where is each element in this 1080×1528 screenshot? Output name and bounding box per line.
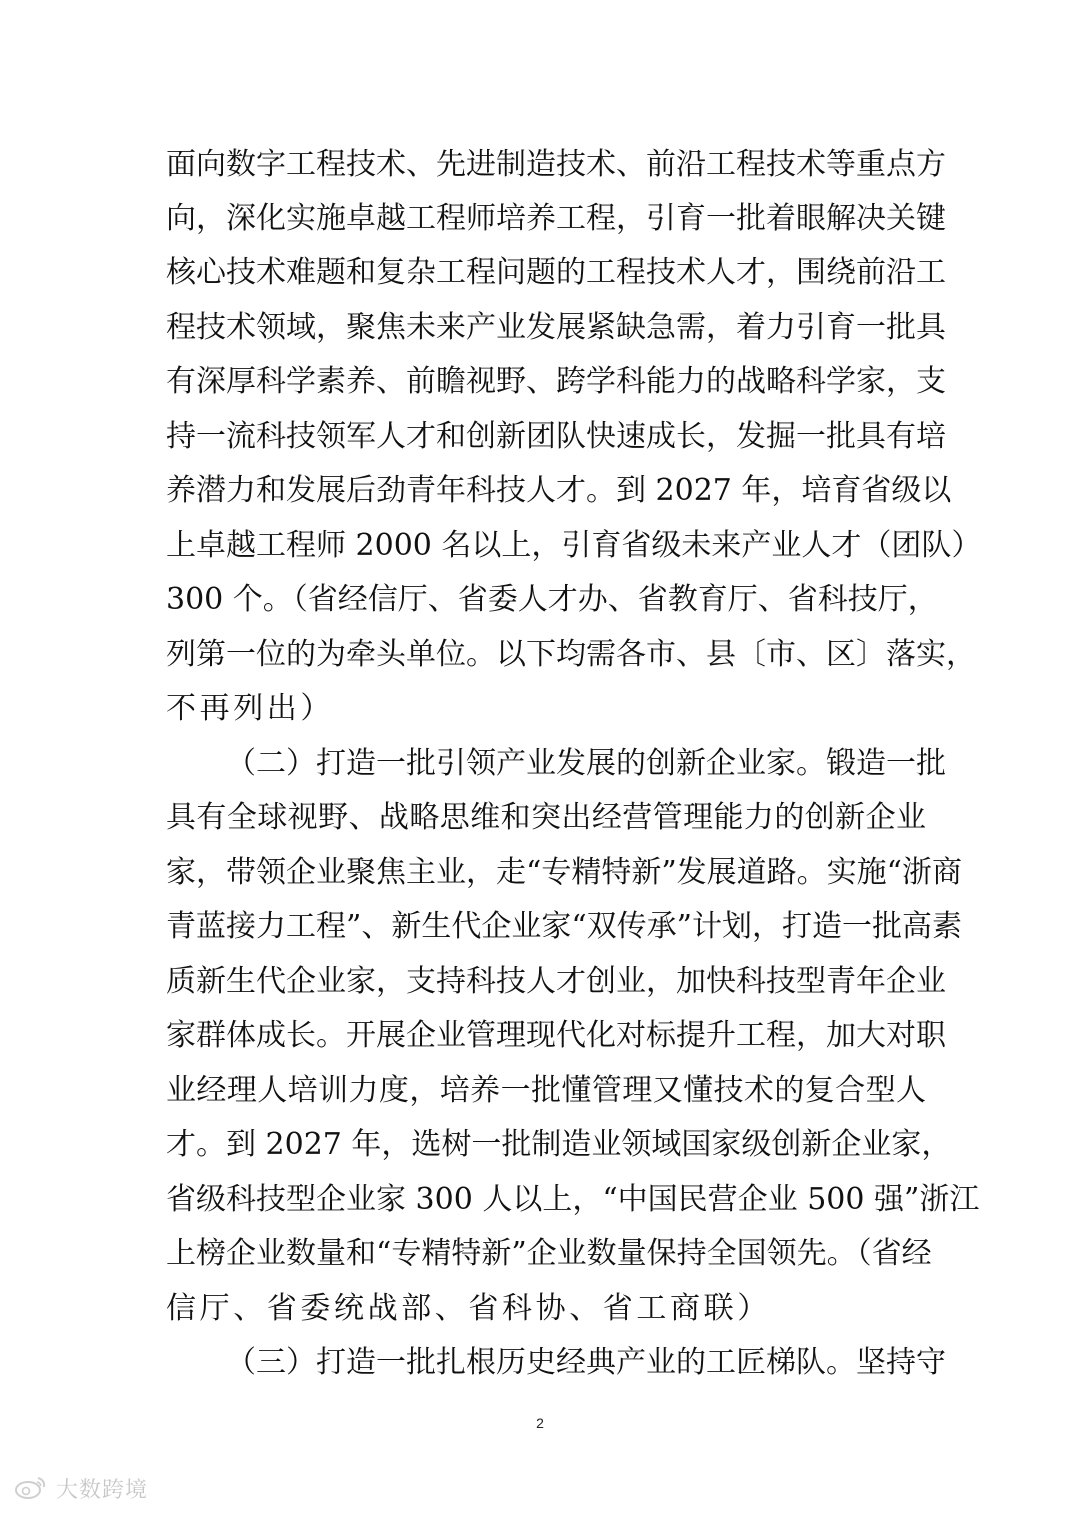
body-text-line: 有深厚科学素养、前瞻视野、跨学科能力的战略科学家，支: [166, 364, 946, 399]
body-text-line: 家，带领企业聚焦主业，走“专精特新”发展道路。实施“浙商: [166, 855, 963, 890]
body-text-line: 面向数字工程技术、先进制造技术、前沿工程技术等重点方: [166, 147, 946, 182]
section-heading-line: （三）打造一批扎根历史经典产业的工匠梯队。坚持守: [226, 1345, 946, 1380]
body-text-line: 业经理人培训力度，培养一批懂管理又懂技术的复合型人: [166, 1073, 926, 1108]
weibo-logo-icon: [14, 1474, 48, 1504]
body-text-line: 300 个。（省经信厅、省委人才办、省教育厅、省科技厅，: [166, 582, 938, 617]
body-text-line: 向，深化实施卓越工程师培养工程，引育一批着眼解决关键: [166, 201, 946, 236]
body-text-line: 列第一位的为牵头单位。以下均需各市、县〔市、区〕落实，: [166, 637, 976, 672]
page-number: 2: [536, 1415, 544, 1431]
body-text-line: 上卓越工程师 2000 名以上，引育省级未来产业人才（团队）: [166, 528, 982, 563]
body-text-line: 家群体成长。开展企业管理现代化对标提升工程，加大对职: [166, 1018, 946, 1053]
body-text-line: 青蓝接力工程”、新生代企业家“双传承”计划，打造一批高素: [166, 909, 963, 944]
section-heading-line: （二）打造一批引领产业发展的创新企业家。锻造一批: [226, 746, 946, 781]
body-text-line: 持一流科技领军人才和创新团队快速成长，发掘一批具有培: [166, 419, 946, 454]
body-text-line: 省级科技型企业家 300 人以上，“中国民营企业 500 强”浙江: [166, 1182, 980, 1217]
body-text-line: 质新生代企业家，支持科技人才创业，加快科技型青年企业: [166, 964, 946, 999]
body-text-line: 信厅、省委统战部、省科协、省工商联）: [166, 1291, 771, 1326]
body-text-line: 具有全球视野、战略思维和突出经营管理能力的创新企业: [166, 800, 926, 835]
body-text-line: 养潜力和发展后劲青年科技人才。到 2027 年，培育省级以: [166, 473, 952, 508]
body-text-line: 不再列出）: [166, 691, 334, 726]
body-text-line: 程技术领域，聚焦未来产业发展紧缺急需，着力引育一批具: [166, 310, 946, 345]
body-text-line: 核心技术难题和复杂工程问题的工程技术人才，围绕前沿工: [166, 255, 946, 290]
body-text-line: 上榜企业数量和“专精特新”企业数量保持全国领先。（省经: [166, 1236, 932, 1271]
body-text-line: 才。到 2027 年，选树一批制造业领域国家级创新企业家，: [166, 1127, 952, 1162]
watermark-text: 大数跨境: [56, 1478, 149, 1503]
watermark: [14, 1473, 148, 1504]
